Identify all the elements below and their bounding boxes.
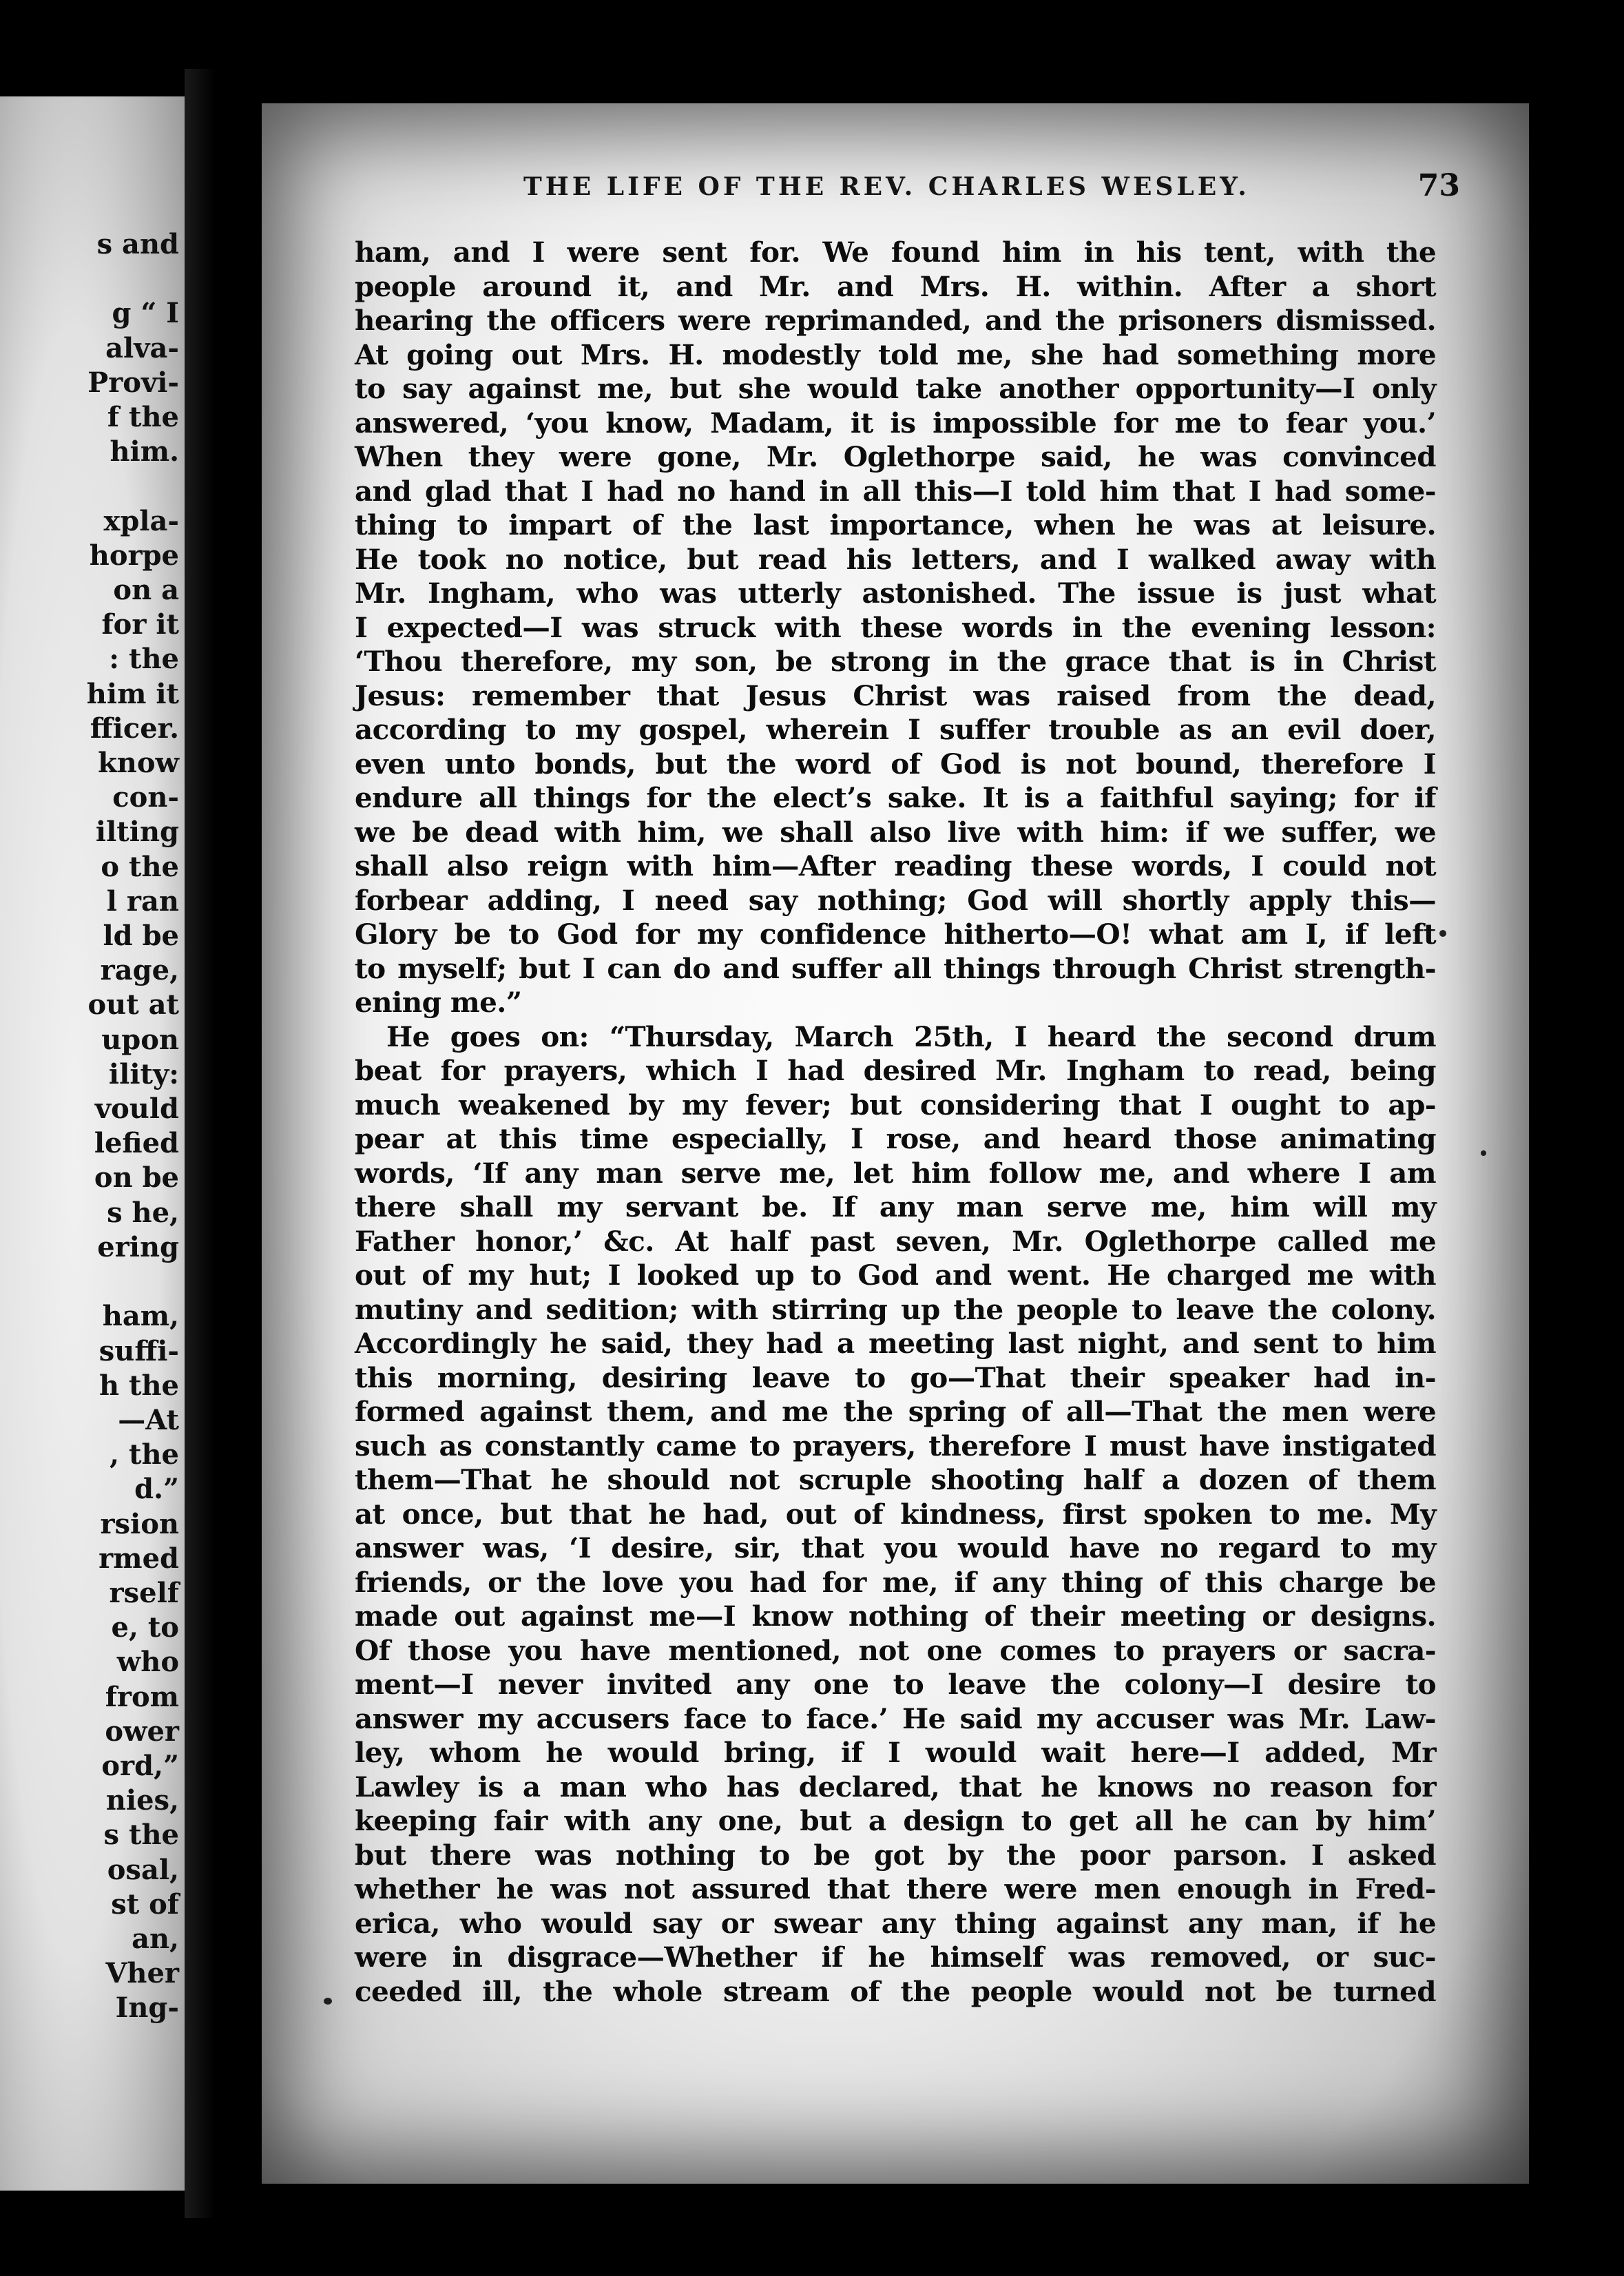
text-line: pear at this time especially, I rose, and heard those animating (355, 1122, 1436, 1155)
facing-page-line: know (98, 747, 179, 780)
facing-page-line: ord,” (101, 1749, 179, 1782)
facing-page-line: vould (94, 1093, 179, 1126)
text-line: mutiny and sedition; with stirring up the people to leave the colony. (355, 1292, 1436, 1326)
facing-page-line: who (116, 1646, 179, 1679)
text-line: out of my hut; I looked up to God and went. He charged me with (355, 1259, 1436, 1292)
facing-page-line: from (105, 1680, 179, 1713)
text-line: thing to impart of the last importance, when he was at leisure. (355, 508, 1436, 541)
text-line: there shall my servant be. If any man serve me, him will my (355, 1190, 1436, 1223)
binding-gutter (185, 69, 262, 2218)
facing-page-line: xpla- (103, 504, 179, 537)
text-line: ley, whom he would bring, if I would wait here—I added, Mr (355, 1736, 1436, 1769)
facing-page-line (0, 469, 185, 504)
page-number: 73 (1417, 168, 1460, 203)
ink-speck (324, 1998, 332, 2005)
text-line: Glory be to God for my confidence hitherto—O! what am I, if left (355, 918, 1436, 951)
text-line: formed against them, and me the spring of all—That the men were (355, 1395, 1436, 1428)
facing-page-line: rself (109, 1576, 179, 1609)
facing-page-line: st of (111, 1887, 179, 1921)
text-line: much weakened by my fever; but considering that I ought to ap- (355, 1088, 1436, 1121)
text-line: this morning, desiring leave to go—That their speaker had in- (355, 1361, 1436, 1394)
text-line: such as constantly came to prayers, therefore I must have instigated (355, 1429, 1436, 1462)
facing-page-line: suffi- (98, 1334, 179, 1367)
facing-page-line: ham, (102, 1300, 179, 1333)
facing-page-line: rage, (100, 954, 179, 987)
facing-page-line: , the (110, 1438, 179, 1471)
text-line: ham, and I were sent for. We found him in his tent, with the (355, 236, 1436, 269)
facing-page-line: s he, (107, 1196, 179, 1229)
facing-page-line: an, (132, 1922, 179, 1955)
facing-page-line: ilting (95, 816, 179, 849)
text-line: erica, who would say or swear any thing against any man, if he (355, 1906, 1436, 1940)
text-line: even unto bonds, but the word of God is not bound, therefore I (355, 747, 1436, 780)
running-title: THE LIFE OF THE REV. CHARLES WESLEY. (523, 172, 1250, 201)
text-line: endure all things for the elect’s sake. It is a faithful saying; for if (355, 781, 1436, 814)
ink-speck (1481, 1150, 1486, 1156)
facing-page-line: him it (86, 677, 179, 710)
text-line: answer was, ‘I desire, sir, that you would have no regard to my (355, 1531, 1436, 1564)
text-line: at once, but that he had, out of kindness, first spoken to me. My (355, 1497, 1436, 1531)
text-line: and glad that I had no hand in all this—I told him that I had some- (355, 474, 1436, 508)
text-line: friends, or the love you had for me, if any thing of this charge be (355, 1565, 1436, 1599)
text-line: Of those you have mentioned, not one comes to prayers or sacra- (355, 1633, 1436, 1667)
facing-page-line: ering (97, 1230, 179, 1263)
facing-page-line: upon (101, 1023, 179, 1056)
text-line: Accordingly he said, they had a meeting last night, and sent to him (355, 1327, 1436, 1360)
text-line: we be dead with him, we shall also live with him: if we suffer, we (355, 815, 1436, 849)
text-line: keeping fair with any one, but a design to get all he can by him’ (355, 1804, 1436, 1837)
facing-page-line: o the (101, 850, 179, 883)
facing-page-line: d.” (134, 1473, 179, 1506)
facing-page-line: osal, (107, 1853, 179, 1886)
facing-page-line: g “ I (112, 297, 179, 330)
facing-page-line: s the (103, 1819, 179, 1852)
facing-page-line: s and (96, 228, 179, 260)
text-line: whether he was not assured that there were men enough in Fred- (355, 1872, 1436, 1905)
facing-page-line: out at (87, 989, 179, 1022)
text-line: ceeded ill, the whole stream of the people would not be turned (355, 1974, 1436, 2008)
text-line: Mr. Ingham, who was utterly astonished. The issue is just what (355, 577, 1436, 610)
facing-page-line: e, to (111, 1611, 179, 1644)
text-line: He goes on: “Thursday, March 25th, I heard the second drum (386, 1020, 1436, 1053)
text-line: When they were gone, Mr. Oglethorpe said, he was convinced (355, 440, 1436, 473)
facing-page-line: h the (98, 1369, 179, 1402)
facing-page-line: f the (107, 401, 179, 434)
facing-page-line: Vher (105, 1957, 179, 1990)
facing-page-fragment (0, 96, 185, 2191)
text-line: hearing the officers were reprimanded, and the prisoners dismissed. (355, 304, 1436, 337)
facing-page-line: alva- (105, 331, 179, 364)
text-line: forbear adding, I need say nothing; God will shortly apply this— (355, 883, 1436, 917)
facing-page-line: con- (112, 781, 179, 814)
text-line: answered, ‘you know, Madam, it is impossible for me to fear you.’ (355, 406, 1436, 439)
body-text (355, 236, 1436, 2009)
facing-page-text (0, 227, 185, 2026)
text-line: people around it, and Mr. and Mrs. H. within. After a short (355, 269, 1436, 303)
text-line: to myself; but I can do and suffer all things through Christ strength- (355, 951, 1436, 985)
running-head (262, 168, 1460, 214)
text-line: ment—I never invited any one to leave the colony—I desire to (355, 1668, 1436, 1701)
facing-page-line: l ran (106, 884, 179, 918)
ink-speck (1439, 930, 1446, 937)
facing-page-line: lefied (94, 1127, 179, 1160)
text-line: were in disgrace—Whether if he himself was removed, or suc- (355, 1941, 1436, 1974)
text-line: shall also reign with him—After reading these words, I could not (355, 849, 1436, 882)
text-line: to say against me, but she would take another opportunity—I only (355, 372, 1436, 405)
facing-page-line: —At (118, 1403, 179, 1436)
text-line: words, ‘If any man serve me, let him follow me, and where I am (355, 1156, 1436, 1190)
facing-page-line: rsion (100, 1507, 179, 1540)
text-line: He took no notice, but read his letters, and I walked away with (355, 542, 1436, 576)
facing-page-line: ility: (108, 1057, 179, 1090)
text-line: made out against me—I know nothing of their meeting or designs. (355, 1600, 1436, 1633)
text-line: but there was nothing to be got by the poor parson. I asked (355, 1838, 1436, 1872)
text-line: Lawley is a man who has declared, that he knows no reason for (355, 1770, 1436, 1803)
facing-page-line: on be (94, 1161, 179, 1194)
text-line: Jesus: remember that Jesus Christ was raised from the dead, (355, 679, 1436, 712)
text-line: At going out Mrs. H. modestly told me, she had something more (355, 338, 1436, 371)
text-line: I expected—I was struck with these words in the evening lesson: (355, 610, 1436, 644)
text-line: ‘Thou therefore, my son, be strong in the grace that is in Christ (355, 645, 1436, 678)
text-line: beat for prayers, which I had desired Mr. Ingham to read, being (355, 1054, 1436, 1087)
facing-page-line: ower (105, 1715, 179, 1748)
text-line: ening me.” (355, 986, 522, 1019)
facing-page-line: horpe (89, 539, 179, 572)
facing-page-line: ld be (103, 920, 179, 953)
main-page (262, 103, 1529, 2184)
facing-page-line: him. (110, 435, 179, 468)
text-line: Father honor,’ &c. At half past seven, Mr. Oglethorpe called me (355, 1224, 1436, 1258)
facing-page-line: : the (109, 643, 179, 676)
facing-page-line: fficer. (90, 712, 179, 745)
facing-page-line (0, 1265, 185, 1299)
facing-page-line: on a (113, 574, 179, 607)
facing-page-line: rmed (98, 1542, 179, 1575)
facing-page-line: Provi- (87, 366, 179, 399)
text-line: answer my accusers face to face.’ He said my accuser was Mr. Law- (355, 1701, 1436, 1735)
facing-page-line (0, 262, 185, 296)
facing-page-line: nies, (105, 1784, 179, 1817)
text-line: according to my gospel, wherein I suffer trouble as an evil doer, (355, 713, 1436, 746)
text-line: them—That he should not scruple shooting half a dozen of them (355, 1463, 1436, 1496)
facing-page-line: Ing- (115, 1992, 179, 2025)
facing-page-line: for it (101, 608, 179, 641)
